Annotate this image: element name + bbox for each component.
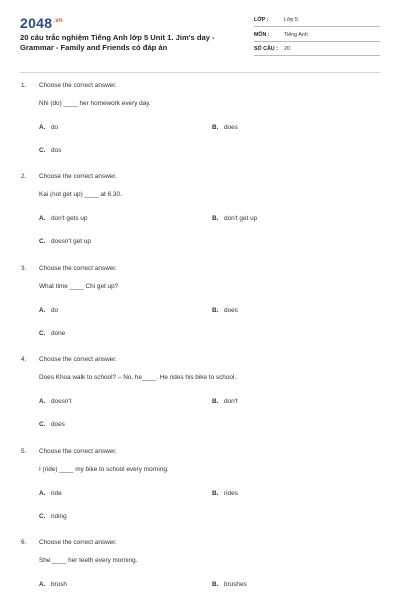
option-text: don't gets up [51, 215, 88, 222]
site-logo[interactable] [20, 15, 63, 31]
header-divider [20, 72, 380, 73]
question-count-row [254, 43, 380, 56]
option-letter: A. [39, 581, 46, 588]
option-b[interactable] [212, 490, 238, 497]
option-c[interactable] [39, 238, 91, 245]
logo-text: 2048 [20, 15, 53, 31]
option-b[interactable] [212, 398, 238, 405]
option-text: rides [224, 490, 238, 497]
option-c[interactable] [39, 513, 67, 520]
option-letter: C. [39, 238, 46, 245]
option-text: dos [51, 147, 62, 154]
option-letter: C. [39, 421, 46, 428]
option-text: does [224, 124, 238, 131]
option-text: do [51, 124, 59, 131]
subject-label: MÔN : [254, 32, 270, 38]
question-instruction: Choose the correct answer. [39, 265, 117, 272]
option-letter: A. [39, 307, 46, 314]
question-count-value: 20 [284, 46, 290, 52]
option-letter: B. [212, 490, 219, 497]
question-instruction: Choose the correct answer. [39, 539, 117, 546]
option-a[interactable] [39, 398, 71, 405]
option-letter: B. [212, 398, 219, 405]
option-text: ride [51, 490, 62, 497]
option-b[interactable] [212, 124, 238, 131]
question-stem: What time ____ Chi get up? [39, 283, 119, 290]
question-number: 1. [21, 82, 27, 89]
option-letter: A. [39, 490, 46, 497]
subject-value: Tiếng Anh [284, 32, 308, 38]
option-text: do [51, 307, 59, 314]
subject-row [254, 29, 380, 42]
grade-row [254, 14, 380, 27]
option-c[interactable] [39, 421, 65, 428]
option-a[interactable] [39, 307, 58, 314]
option-b[interactable] [212, 581, 247, 588]
question-stem: Nhi (do) ____ her homework every day. [39, 100, 151, 107]
question-stem: Does Khoa walk to school? – No, he____. He rides his bike to school. [39, 374, 237, 381]
question-number: 6. [21, 539, 27, 546]
option-letter: B. [212, 215, 219, 222]
question-instruction: Choose the correct answer. [39, 356, 117, 363]
option-b[interactable] [212, 215, 257, 222]
option-letter: C. [39, 147, 46, 154]
option-a[interactable] [39, 215, 87, 222]
question-instruction: Choose the correct answer. [39, 82, 117, 89]
logo-suffix: .vn [53, 18, 63, 25]
option-letter: C. [39, 330, 46, 337]
option-letter: B. [212, 124, 219, 131]
question-stem: I (ride) ____ my bike to school every morning. [39, 466, 169, 473]
question-number: 3. [21, 265, 27, 272]
option-c[interactable] [39, 330, 65, 337]
option-letter: A. [39, 398, 46, 405]
question-number: 5. [21, 448, 27, 455]
question-stem: Kai (not get up) ____ at 6.30. [39, 191, 122, 198]
question-number: 2. [21, 173, 27, 180]
option-a[interactable] [39, 490, 62, 497]
option-c[interactable] [39, 147, 61, 154]
option-text: brushes [224, 581, 247, 588]
option-text: don't [224, 398, 238, 405]
option-b[interactable] [212, 307, 238, 314]
option-text: brush [51, 581, 67, 588]
option-letter: B. [212, 307, 219, 314]
question-count-label: SỐ CÂU : [254, 46, 278, 52]
option-a[interactable] [39, 124, 58, 131]
question-stem: She ____ her teeth every morning. [39, 557, 138, 564]
option-text: don't get up [224, 215, 258, 222]
option-text: does [51, 421, 65, 428]
option-letter: A. [39, 124, 46, 131]
option-a[interactable] [39, 581, 67, 588]
option-text: done [51, 330, 66, 337]
option-text: riding [51, 513, 67, 520]
option-letter: A. [39, 215, 46, 222]
grade-value: Lớp 5 [284, 17, 298, 23]
option-letter: C. [39, 513, 46, 520]
option-text: does [224, 307, 238, 314]
option-text: doesn't [51, 398, 72, 405]
option-letter: B. [212, 581, 219, 588]
page-title: 20 câu trắc nghiệm Tiếng Anh lớp 5 Unit 1. Jim's day - Grammar - Family and Friends có đáp án [20, 33, 215, 52]
question-instruction: Choose the correct answer. [39, 448, 117, 455]
document-header [0, 0, 400, 78]
question-instruction: Choose the correct answer. [39, 173, 117, 180]
question-number: 4. [21, 356, 27, 363]
option-text: doesn't get up [51, 238, 91, 245]
grade-label: LỚP : [254, 17, 269, 23]
